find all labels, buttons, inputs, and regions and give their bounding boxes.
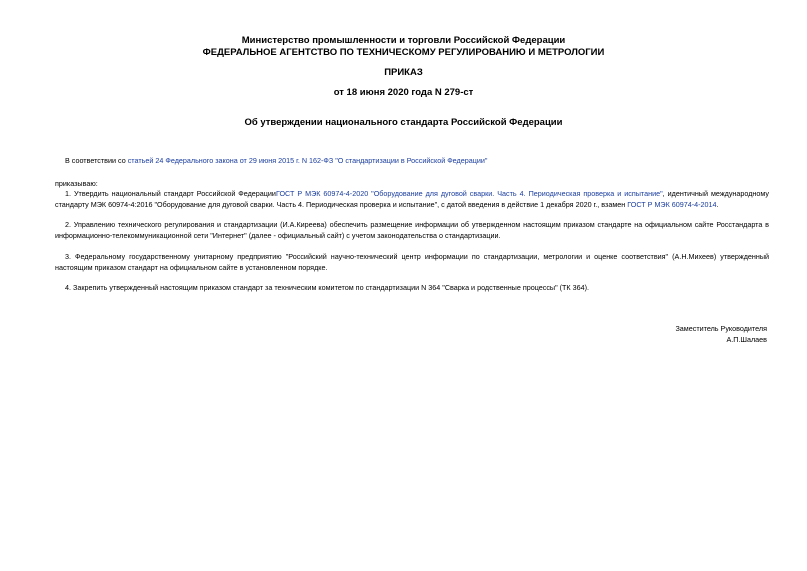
item-3-paragraph: 3. Федеральному государственному унитарному предприятию "Российский научно-технический центр информации по стандартизации, метрологии и оценке соответствия" (А.Н.Михеев) утвержденный настоящим приказом стандарт на официальном сайте в установленном порядке. — [55, 252, 769, 272]
document-subject: Об утверждении национального стандарта Российской Федерации — [244, 117, 563, 128]
federal-law-link[interactable]: статьей 24 Федерального закона от 29 июня 2015 г. N 162-ФЗ "О стандартизации в Российской Федерации" — [127, 156, 488, 165]
item-1-paragraph — [55, 188, 769, 210]
item-1-prefix: 1. Утвердить национальный стандарт Российской Федерации — [65, 189, 276, 198]
item-4-paragraph: 4. Закрепить утвержденный настоящим приказом стандарт за техническим комитетом по стандартизации N 364 "Сварка и родственные процессы" (ТК 364). — [65, 283, 589, 292]
order-word: приказываю: — [55, 179, 98, 188]
gost-2020-link[interactable]: ГОСТ Р МЭК 60974-4-2020 "Оборудование для дуговой сварки. Часть 4. Периодическая проверка и испытание" — [275, 189, 663, 198]
ministry-title: Министерство промышленности и торговли Российской Федерации — [241, 35, 566, 46]
item-2-paragraph: 2. Управлению технического регулирования и стандартизации (И.А.Киреева) обеспечить размещение информации об утвержденном настоящим приказом стандарте на официальном сайте Росстандарта в информационно-телекоммуникационной сети "Интернет" (далее - официальный сайт) с учетом законодательства о стандартизации. — [55, 220, 769, 240]
signature-position: Заместитель Руководителя — [675, 324, 767, 333]
agency-title: ФЕДЕРАЛЬНОЕ АГЕНТСТВО ПО ТЕХНИЧЕСКОМУ РЕГУЛИРОВАНИЮ И МЕТРОЛОГИИ — [202, 47, 605, 58]
item-1-suffix: . — [716, 200, 719, 209]
document-type: ПРИКАЗ — [384, 67, 423, 78]
intro-prefix: В соответствии со — [65, 156, 128, 165]
item-1-middle: , идентичный международному стандарту МЭК 60974-4:2016 "Оборудование для дуговой сварки. Часть 4. Периодическая проверка и испытание", с датой введения в действие 1 декабря 2020 г., взамен — [55, 189, 769, 209]
signature-name: А.П.Шалаев — [726, 335, 767, 344]
intro-paragraph — [55, 155, 769, 166]
document-date-number: от 18 июня 2020 года N 279-ст — [333, 87, 474, 98]
gost-2014-link[interactable]: ГОСТ Р МЭК 60974-4-2014 — [627, 200, 717, 209]
